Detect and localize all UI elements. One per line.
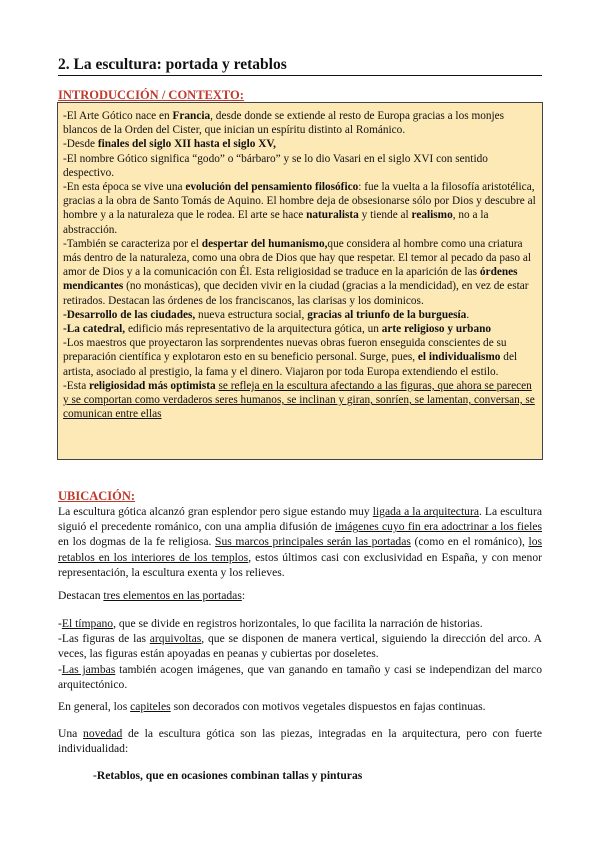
portadas-list — [58, 616, 542, 692]
list-item: -Las figuras de las arquivoltas, que se disponen de manera vertical, siguiendo la dirección del arco. A veces, las figuras están apoyadas en peanas y cubiertas por doseletes. — [58, 632, 542, 661]
intro-paragraph: -También se caracteriza por el despertar del humanismo,que considera al hombre como una criatura más dentro de la naturaleza, como una obra de Dios que hay que respetar. El temor al pecado da paso al amor de Dios y a la comunicación con Él. Esta religiosidad se traduce en la aparición de las órdenes mendicantes (no monásticas), que deciden vivir en la ciudad (gracias a la mendicidad), en vez de estar retirados. Destacan las órdenes de los franciscanos, las clarisas y los dominicos. — [63, 237, 532, 307]
intro-paragraph: -El nombre Gótico significa “godo” o “bárbaro” y se lo dio Vasari en el siglo XVI con sentido despectivo. — [63, 152, 488, 179]
intro-box — [57, 102, 543, 460]
intro-paragraph: -Desde finales del siglo XII hasta el siglo XV, — [63, 138, 276, 151]
intro-paragraph: -La catedral, edificio más representativo de la arquitectura gótica, un arte religioso y urbano — [63, 323, 492, 336]
list-item: -Las jambas también acogen imágenes, que van ganando en tamaño y casi se independizan del marco arquitectónico. — [58, 662, 542, 691]
intro-paragraph: -El Arte Gótico nace en Francia, desde donde se extiende al resto de Europa gracias a los monjes blancos de la Orden del Cister, que inician un espíritu distinto al Románico. — [63, 110, 505, 137]
list-item: -El tímpano, que se divide en registros horizontales, lo que facilita la narración de historias. — [58, 617, 483, 630]
ubicacion-paragraph: La escultura gótica alcanzó gran esplendor pero sigue estando muy ligada a la arquitectura. La escultura siguió el precedente románico, con una amplia difusión de imágenes cuyo fin era adoctrinar a los fieles en los dogmas de la fe religiosa. Sus marcos principales serán las portadas (como en el románico), los retablos en los interiores de los templos, estos últimos casi con exclusividad en España, y con menor representación, la escultura exenta y los relieves. — [58, 505, 543, 579]
capiteles-paragraph: En general, los capiteles son decorados con motivos vegetales dispuestos en fajas continuas. — [58, 700, 486, 713]
intro-paragraph: -En esta época se vive una evolución del pensamiento filosófico: fue la vuelta a la filosofía aristotélica, gracias a la obra de Santo Tomás de Aquino. El hombre deja de obsesionarse sólo por Dios y descubre al hombre y a la naturaleza que le rodea. El arte se hace naturalista y tiende al realismo, no a la abstracción. — [63, 181, 536, 236]
ubicacion-heading: UBICACIÓN: — [58, 489, 136, 503]
portadas-intro: Destacan tres elementos en las portadas: — [58, 589, 246, 602]
intro-paragraph: -Desarrollo de las ciudades, nueva estructura social, gracias al triunfo de la burguesía. — [63, 308, 470, 321]
intro-heading: INTRODUCCIÓN / CONTEXTO: — [58, 88, 244, 102]
intro-paragraph: -Esta religiosidad más optimista se refleja en la escultura afectando a las figuras, que ahora se parecen y se comportan como verdaderos seres humanos, se inclinan y giran, sonríen, se lamentan, conversan, se comunican entre ellas — [63, 379, 535, 421]
retablos-item: -Retablos, que en ocasiones combinan tallas y pinturas — [93, 769, 363, 782]
novedad-paragraph: Una novedad de la escultura gótica son las piezas, integradas en la arquitectura, pero con fuerte individualidad: — [58, 727, 542, 756]
intro-paragraph: -Los maestros que proyectaron las sorprendentes nuevas obras fueron enseguida conscientes de su preparación científica y explotaron esto en su beneficio personal. Surge, pues, el individualismo del artista, asociado al prestigio, la fama y el dinero. Viajaron por toda Europa extendiendo el estilo. — [63, 337, 518, 378]
page-title: 2. La escultura: portada y retablos — [58, 56, 542, 76]
